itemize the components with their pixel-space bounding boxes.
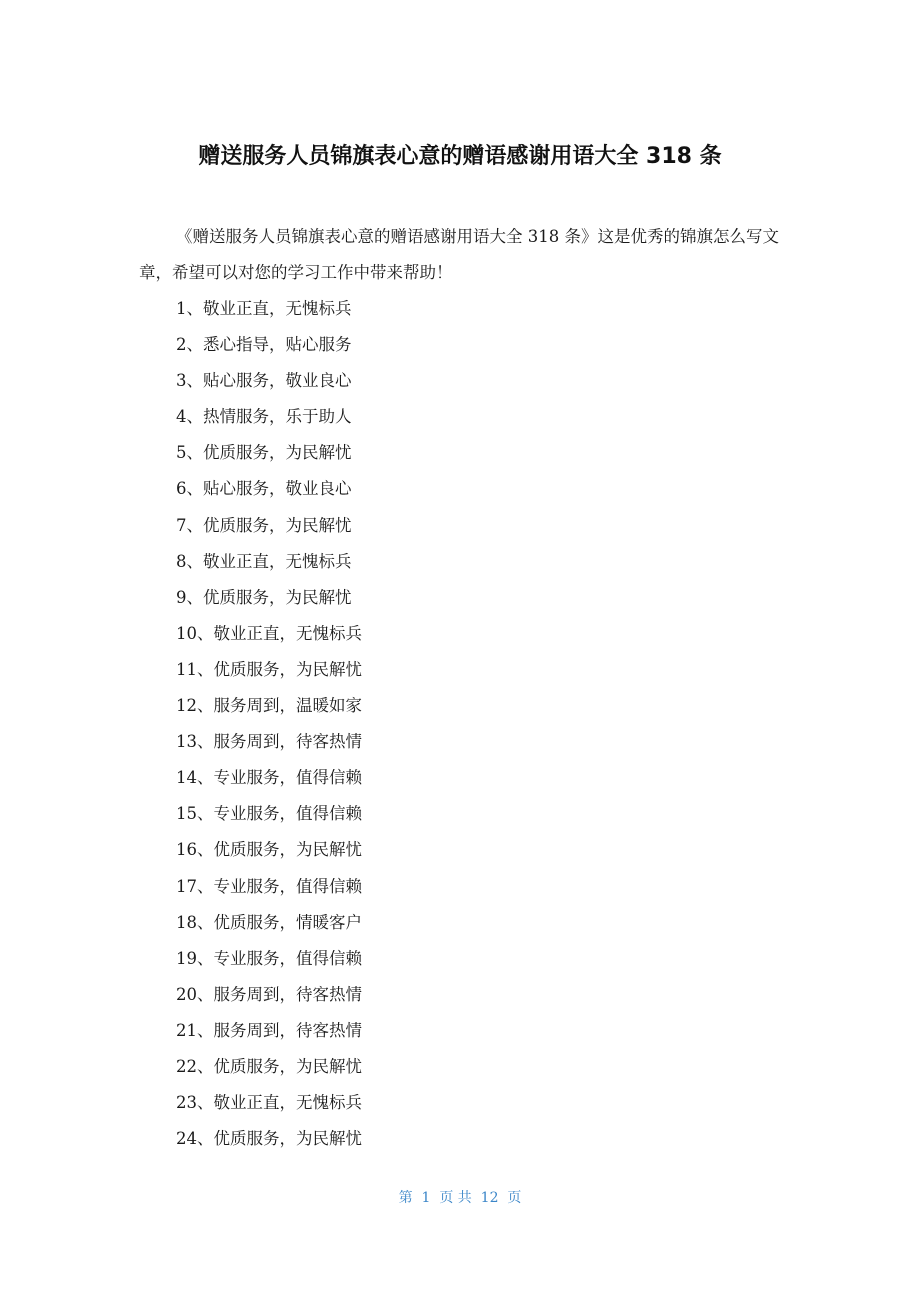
list-item: 17、专业服务，值得信赖 <box>176 876 362 896</box>
phrase-list <box>176 291 362 1157</box>
list-item: 7、优质服务，为民解忧 <box>176 515 352 535</box>
list-item: 2、悉心指导，贴心服务 <box>176 335 352 355</box>
list-item: 12、服务周到，温暖如家 <box>176 696 362 716</box>
list-item: 18、优质服务，情暖客户 <box>176 912 362 932</box>
list-item: 15、专业服务，值得信赖 <box>176 804 362 824</box>
intro-paragraph: 《赠送服务人员锦旗表心意的赠语感谢用语大全 318 条》这是优秀的锦旗怎么写文章，希望可以对您的学习工作中带来帮助！ <box>139 227 779 282</box>
list-item: 6、贴心服务，敬业良心 <box>176 479 352 499</box>
list-item: 22、优质服务，为民解忧 <box>176 1056 362 1076</box>
list-item: 4、热情服务，乐于助人 <box>176 407 352 427</box>
list-item: 10、敬业正直，无愧标兵 <box>176 623 362 643</box>
list-item: 23、敬业正直，无愧标兵 <box>176 1093 362 1113</box>
document-title: 赠送服务人员锦旗表心意的赠语感谢用语大全 318 条 <box>198 144 722 169</box>
list-item: 20、服务周到，待客热情 <box>176 984 362 1004</box>
list-item: 16、优质服务，为民解忧 <box>176 840 362 860</box>
list-item: 5、优质服务，为民解忧 <box>176 443 352 463</box>
list-item: 3、贴心服务，敬业良心 <box>176 371 352 391</box>
list-item: 19、专业服务，值得信赖 <box>176 948 362 968</box>
list-item: 13、服务周到，待客热情 <box>176 732 362 752</box>
list-item: 21、服务周到，待客热情 <box>176 1020 362 1040</box>
list-item: 9、优质服务，为民解忧 <box>176 587 352 607</box>
page-footer: 第 1 页 共 12 页 <box>398 1190 522 1206</box>
list-item: 1、敬业正直，无愧标兵 <box>176 299 352 318</box>
list-item: 14、专业服务，值得信赖 <box>176 768 362 788</box>
list-item: 11、优质服务，为民解忧 <box>176 659 362 679</box>
list-item: 24、优质服务，为民解忧 <box>176 1129 362 1149</box>
list-item: 8、敬业正直，无愧标兵 <box>176 551 352 571</box>
